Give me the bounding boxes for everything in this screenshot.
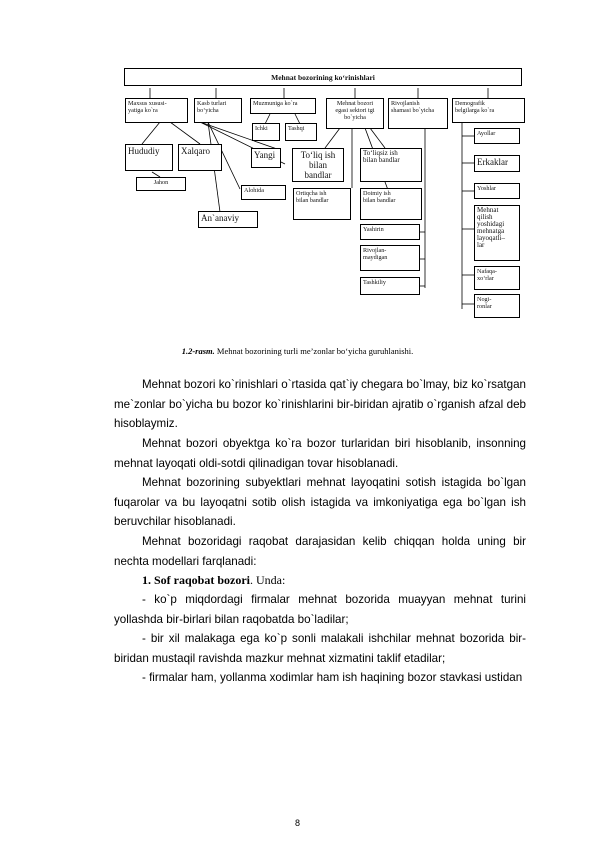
figure-caption bbox=[0, 346, 595, 356]
diagram-box-alohida: Alohida bbox=[241, 185, 286, 200]
diagram-box-mazmun: Muzmuniga ko`ra bbox=[250, 98, 316, 114]
diagram-box-toliqsiz: To‘liqsiz ish bilan bandlar bbox=[360, 148, 422, 182]
diagram-box-demografik: Demografik belgilarga ko`ra bbox=[452, 98, 525, 123]
paragraph-2: Mehnat bozori obyektga ko`ra bozor turlaridan biri hisoblanib, insonning mehnat layoqati oldi-sotdi qilinadigan tovar hisoblanadi. bbox=[114, 437, 526, 470]
list-item-1: - ko`p miqdordagi firmalar mehnat bozorida muayyan mehnat turini yollashda bir-birlari bilan raqobatda bo`ladilar; bbox=[114, 593, 526, 626]
diagram-title: Mehnat bozorining ko‘rinishlari bbox=[124, 68, 522, 86]
page-number: 8 bbox=[294, 818, 300, 828]
section-heading bbox=[142, 571, 285, 591]
diagram-box-kasb: Kasb turlari bo‘yicha bbox=[194, 98, 242, 123]
paragraph-4: Mehnat bozoridagi raqobat darajasidan kelib chiqqan holda uning bir nechta modellari farqlanadi: bbox=[114, 535, 526, 568]
diagram-box-ortiqcha: Ortiqcha ish bilan bandlar bbox=[293, 188, 351, 220]
heading-rest: . Unda: bbox=[250, 573, 286, 587]
diagram-box-toliq: To‘liq ish bilan bandlar bbox=[292, 148, 344, 182]
diagram-box-egasi: Mehnat bozori egasi sektori tgi bo`yicha bbox=[326, 98, 384, 129]
diagram-box-doimiy: Doimiy ish bilan bandlar bbox=[360, 188, 422, 220]
market-types-diagram bbox=[120, 64, 532, 326]
diagram-box-xalqaro: Xalqaro bbox=[178, 144, 222, 171]
diagram-box-nogironlar: Nogi- ronlar bbox=[474, 294, 520, 318]
diagram-box-yangi: Yangi bbox=[251, 148, 281, 168]
diagram-box-jahon: Jahon bbox=[136, 177, 186, 191]
heading-bold: 1. Sof raqobat bozori bbox=[142, 573, 250, 587]
diagram-box-nafaqaxorlar: Nafaqa- xo‘rlar bbox=[474, 266, 520, 290]
paragraph-1: Mehnat bozori ko`rinishlari o`rtasida qat`iy chegara bo`lmay, biz ko`rsatgan me`zonlar bo`yicha bu bozor ko`rinishlarini bir-biridan ajratib o`rganish afzal deb hisoblaymiz. bbox=[114, 378, 526, 430]
diagram-box-mehnat-qilish: Mehnat qilish yoshidagi mehnatga layoqatli– lar bbox=[474, 205, 520, 261]
list-item-3: - firmalar ham, yollanma xodimlar ham ish haqining bozor stavkasi ustidan bbox=[142, 671, 523, 684]
diagram-box-ayollar: Ayollar bbox=[474, 128, 520, 144]
diagram-box-tashkiliy: Tashkiliy bbox=[360, 277, 420, 295]
diagram-box-hududiy: Hududiy bbox=[125, 144, 173, 171]
diagram-box-erkaklar: Erkaklar bbox=[474, 155, 520, 172]
diagram-box-yoshlar: Yoshlar bbox=[474, 183, 520, 199]
diagram-box-rivojlanish: Rivojlanish shamasi bo`yicha bbox=[388, 98, 448, 129]
caption-number: 1.2-rasm. bbox=[181, 346, 215, 356]
diagram-box-ananaviy: An`anaviy bbox=[198, 211, 258, 228]
diagram-box-yashirin: Yashirin bbox=[360, 224, 420, 240]
diagram-box-rivojlanmaydigan: Rivojlan- maydigan bbox=[360, 245, 420, 271]
paragraph-3: Mehnat bozorining subyektlari mehnat layoqatini sotish istagida bo`lgan fuqarolar va bu layoqatni sotib olish istagida va imkoniyatiga ega bo`lgan ish beruvchilar hisoblanadi. bbox=[114, 476, 526, 528]
diagram-box-maxsus: Maxsus xususi- yatiga ko`ra bbox=[125, 98, 188, 123]
diagram-box-tashqi: Tashqi bbox=[285, 123, 317, 141]
list-item-2: - bir xil malakaga ega ko`p sonli malakali ishchilar mehnat bozorida bir-biridan mustaqil ravishda mazkur mehnat xizmatini taklif etadilar; bbox=[114, 632, 526, 665]
diagram-box-ichki: Ichki bbox=[252, 123, 280, 141]
caption-text: Mehnat bozorining turli me’zonlar bo‘yicha guruhlanishi. bbox=[214, 346, 414, 356]
